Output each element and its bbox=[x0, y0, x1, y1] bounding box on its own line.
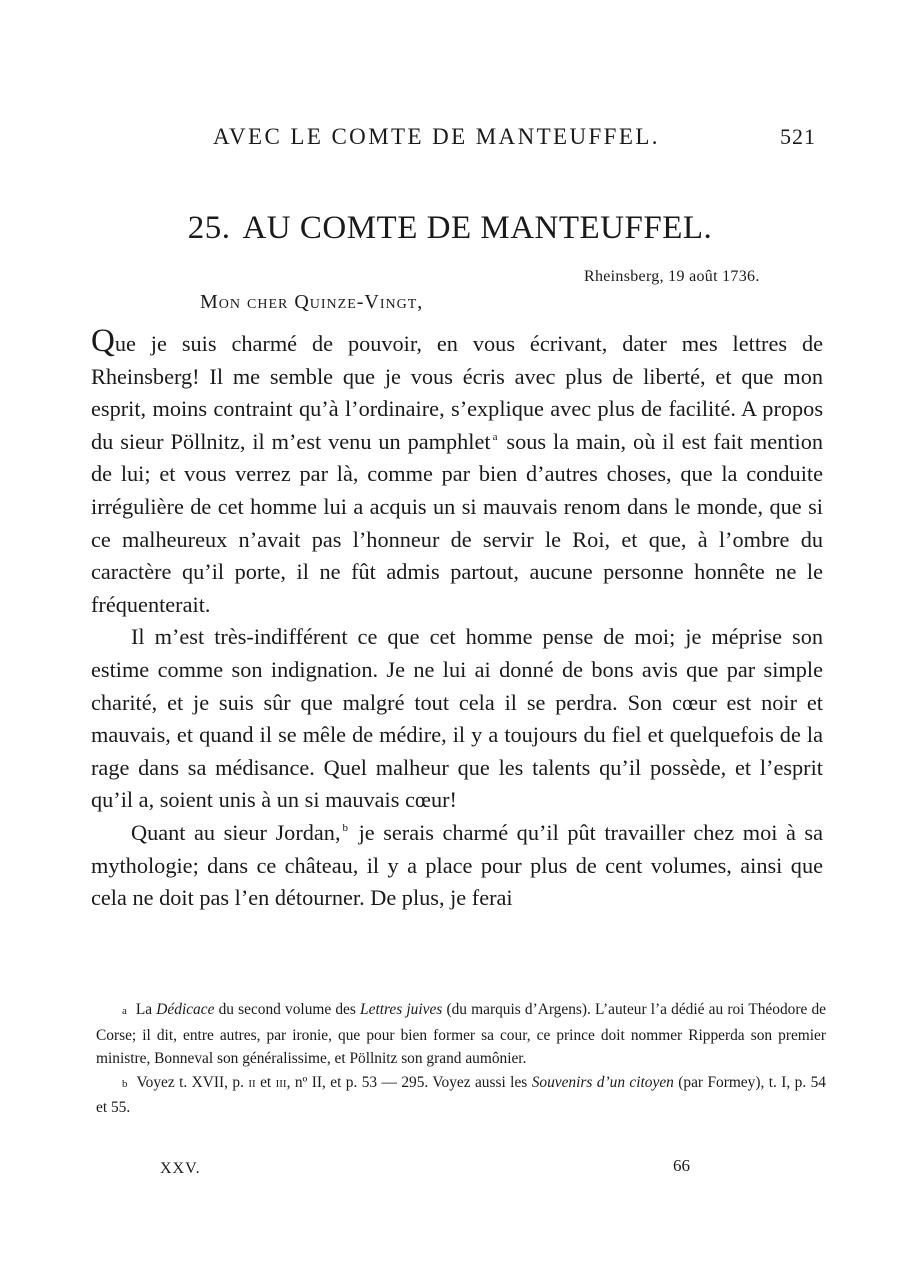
signature-mark: XXV. bbox=[160, 1160, 201, 1177]
running-head bbox=[0, 124, 900, 158]
letter-title: AU COMTE DE MANTEUFFEL. bbox=[242, 210, 713, 246]
footnote-a-mark: a bbox=[122, 1005, 127, 1017]
footnote-ref-a[interactable]: a bbox=[492, 430, 498, 443]
page-number: 521 bbox=[780, 124, 816, 149]
paragraph-3 bbox=[91, 817, 823, 915]
footnote-a-text-2: du second volume des bbox=[214, 1001, 361, 1018]
footnote-b-roman-2: iii bbox=[275, 1073, 287, 1091]
footnote-a-text-1: La bbox=[135, 1001, 157, 1018]
letter-heading bbox=[0, 210, 900, 247]
running-head-title: AVEC LE COMTE DE MANTEUFFEL. bbox=[213, 124, 660, 149]
footnote-b-text-3: , nº II, et p. 53 — 295. Voyez aussi les bbox=[286, 1073, 532, 1091]
letter-body bbox=[91, 323, 823, 915]
footnote-b-mark: b bbox=[122, 1077, 128, 1090]
paragraph-2: Il m’est très-indifférent ce que cet homme pense de moi; je méprise son estime comme son indignation. Je ne lui ai donné de bons avis que par simple charité, et je suis sûr que malgré tout cela il se perdra. Son cœur est noir et mauvais, et quand il se mêle de médire, il y a toujours du fiel et quelquefois de la rage dans sa médisance. Quel malheur que les talents qu’il possède, et l’esprit qu’il a, soient unis à un si mauvais cœur! bbox=[91, 624, 823, 813]
footnote-b-italic-1: Souvenirs d’un citoyen bbox=[531, 1073, 674, 1091]
paragraph-1-text-a: ue je suis charmé de pouvoir, en vous écrivant, dater mes lettres de Rheinsberg! Il me semble que je vous écris avec plus de liberté, et que mon esprit, moins contraint qu’à l’ordinaire, s’explique avec plus de facilité. A propos du sieur Pöllnitz, il m’est venu un pamphlet bbox=[91, 331, 823, 454]
footnote-b-text-2: et bbox=[255, 1073, 276, 1091]
paragraph-1 bbox=[91, 323, 823, 621]
paragraph-3-text-a: Quant au sieur Jordan, bbox=[131, 819, 341, 845]
footnote-b-roman-1: ii bbox=[248, 1073, 256, 1091]
footnote-a-italic-2: Lettres juives bbox=[360, 1001, 443, 1018]
salutation: Mon cher Quinze-Vingt, bbox=[200, 291, 424, 313]
footnote-b bbox=[96, 1071, 826, 1120]
drop-cap: Q bbox=[91, 323, 115, 359]
footnote-a-text-3: (du marquis d’Argens). L’auteur l’a dédié au roi Théodore de Corse; il dit, entre autres, par ironie, que pour bien former sa cour, ce prince doit nommer Ripperda son premier ministre, Bonneval son généralissime, et Pöllnitz son grand aumônier. bbox=[96, 1001, 826, 1067]
footnote-b-text-1: Voyez t. XVII, p. bbox=[136, 1073, 249, 1091]
dateline: Rheinsberg, 19 août 1736. bbox=[584, 268, 760, 285]
footnote-ref-b[interactable]: b bbox=[342, 821, 349, 834]
footnote-b-text-4: (par Formey), t. I, p. 54 et 55. bbox=[96, 1073, 826, 1116]
sheet-number: 66 bbox=[673, 1156, 690, 1175]
footnote-a-italic-1: Dédicace bbox=[156, 1001, 215, 1018]
letter-number: 25. bbox=[187, 210, 231, 246]
footnotes bbox=[96, 998, 826, 1120]
paragraph-3-text-b: je serais charmé qu’il pût travailler chez moi à sa mythologie; dans ce château, il y a place pour plus de cent volumes, ainsi que cela ne doit pas l’en détourner. De plus, je ferai bbox=[91, 819, 823, 911]
paragraph-1-text-b: sous la main, où il est fait mention de lui; et vous verrez par là, comme par bien d’autres choses, que la conduite irrégulière de cet homme lui a acquis un si mauvais renom dans le monde, que si ce malheureux n’avait pas l’honneur de servir le Roi, et que, à l’ombre du caractère qu’il porte, il ne fût admis partout, aucune personne honnête ne le fréquenterait. bbox=[91, 428, 823, 617]
footnote-a bbox=[96, 998, 826, 1071]
